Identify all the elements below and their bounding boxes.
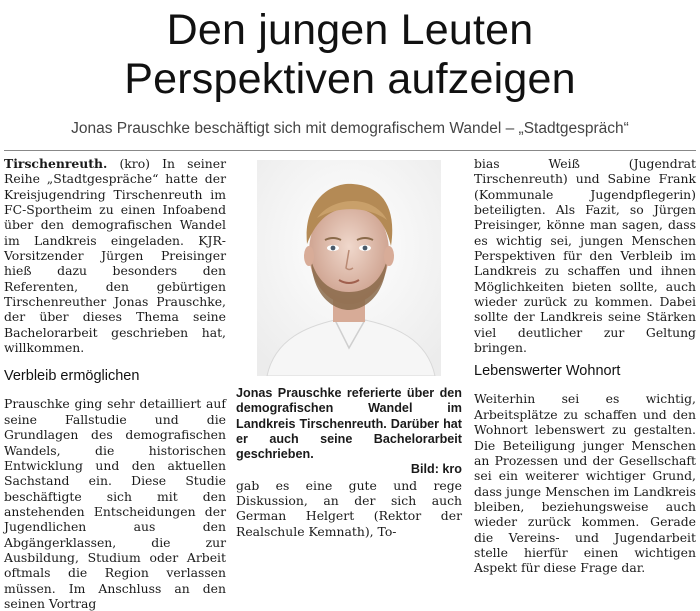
column-3: [474, 156, 696, 576]
subhead-wohnort: Lebenswerter Wohnort: [474, 363, 621, 380]
paragraph-diskussion: gab es eine gute und rege Diskussion, an der sich auch German Helgert (Rektor der Realschule Kemnath), To-: [236, 477, 462, 539]
subheadline: Jonas Prauschke beschäftigt sich mit demografischem Wandel – „Stadtgespräch“: [71, 120, 629, 137]
column-2: [236, 156, 462, 539]
paragraph-fazit: bias Weiß (Jugendrat Tirschenreuth) und Sabine Frank (Kommunale Jugendpflegerin) beteiligten. Als Fazit, so Jürgen Preisinger, könne man sagen, dass es wichtig sei, jungen Menschen Perspektiven für den Verbleib im Landkreis zu schaffen und ihnen Möglichkeiten bieten sollte, auch wieder zurück zu kommen. Dabei sollte der Landkreis seine Stärken viel deutlicher zur Geltung bringen.: [474, 156, 696, 356]
caption-text: Jonas Prauschke referierte über den demografischen Wandel im Landkreis Tirschenreuth. Darüber hat er auch seine Bachelorarbeit geschrieben.: [236, 386, 462, 462]
column-1: [4, 156, 226, 611]
headline: [0, 6, 700, 104]
photo-credit: Bild: kro: [410, 462, 462, 477]
photo-caption: [236, 386, 462, 478]
paragraph-fallstudie: Prauschke ging sehr detailliert auf seine Fallstudie und die Grundlagen des demografischen Wandels, die historischen Entwicklung und den aktuellen Sachstand ein. Diese Studie beschäftigte sich mit den anstehenden Entscheidungen der Jugendlichen aus den Abgängerklassen, die zur Ausbildung, Studium oder Arbeit oftmals die Region verlassen müssen. Im Anschluss an den seinen Vortrag: [4, 396, 226, 611]
subhead-verbleib: Verbleib ermöglichen: [4, 368, 140, 385]
paragraph-intro: [4, 156, 226, 355]
paragraph-wohnort: Weiterhin sei es wichtig, Arbeitsplätze zu schaffen und den Wohnort lebenswert zu gestalten. Die Beteiligung junger Menschen an Prozessen und der Gesellschaft sei ein weiterer wichtiger Grund, dass junge Menschen im Landkreis bleiben, beziehungsweise auch wieder zurück kommen. Gerade die Vereins- und Jugendarbeit stelle hierfür einen wichtigen Aspekt für diese Frage dar.: [474, 391, 696, 576]
headline-line-2: Perspektiven aufzeigen: [124, 55, 576, 103]
divider: [4, 150, 696, 151]
intro-text: (kro) In seiner Reihe „Stadtgespräche“ hatte der Kreisjugendring Tirschenreuth im FC-Sportheim zu einen Infoabend über den demografischen Wandel im Landkreis eingeladen. KJR-Vorsitzender Jürgen Preisinger hieß dazu besonders den Referenten, den gebürtigen Tirschenreuther Jonas Prauschke, der über dieses Thema seine Bachelorarbeit geschrieben hat, willkommen.: [4, 156, 226, 356]
portrait-photo: [257, 160, 441, 376]
headline-line-1: Den jungen Leuten: [166, 6, 534, 54]
portrait-illustration: [257, 160, 441, 376]
dateline: Tirschenreuth.: [4, 156, 108, 171]
